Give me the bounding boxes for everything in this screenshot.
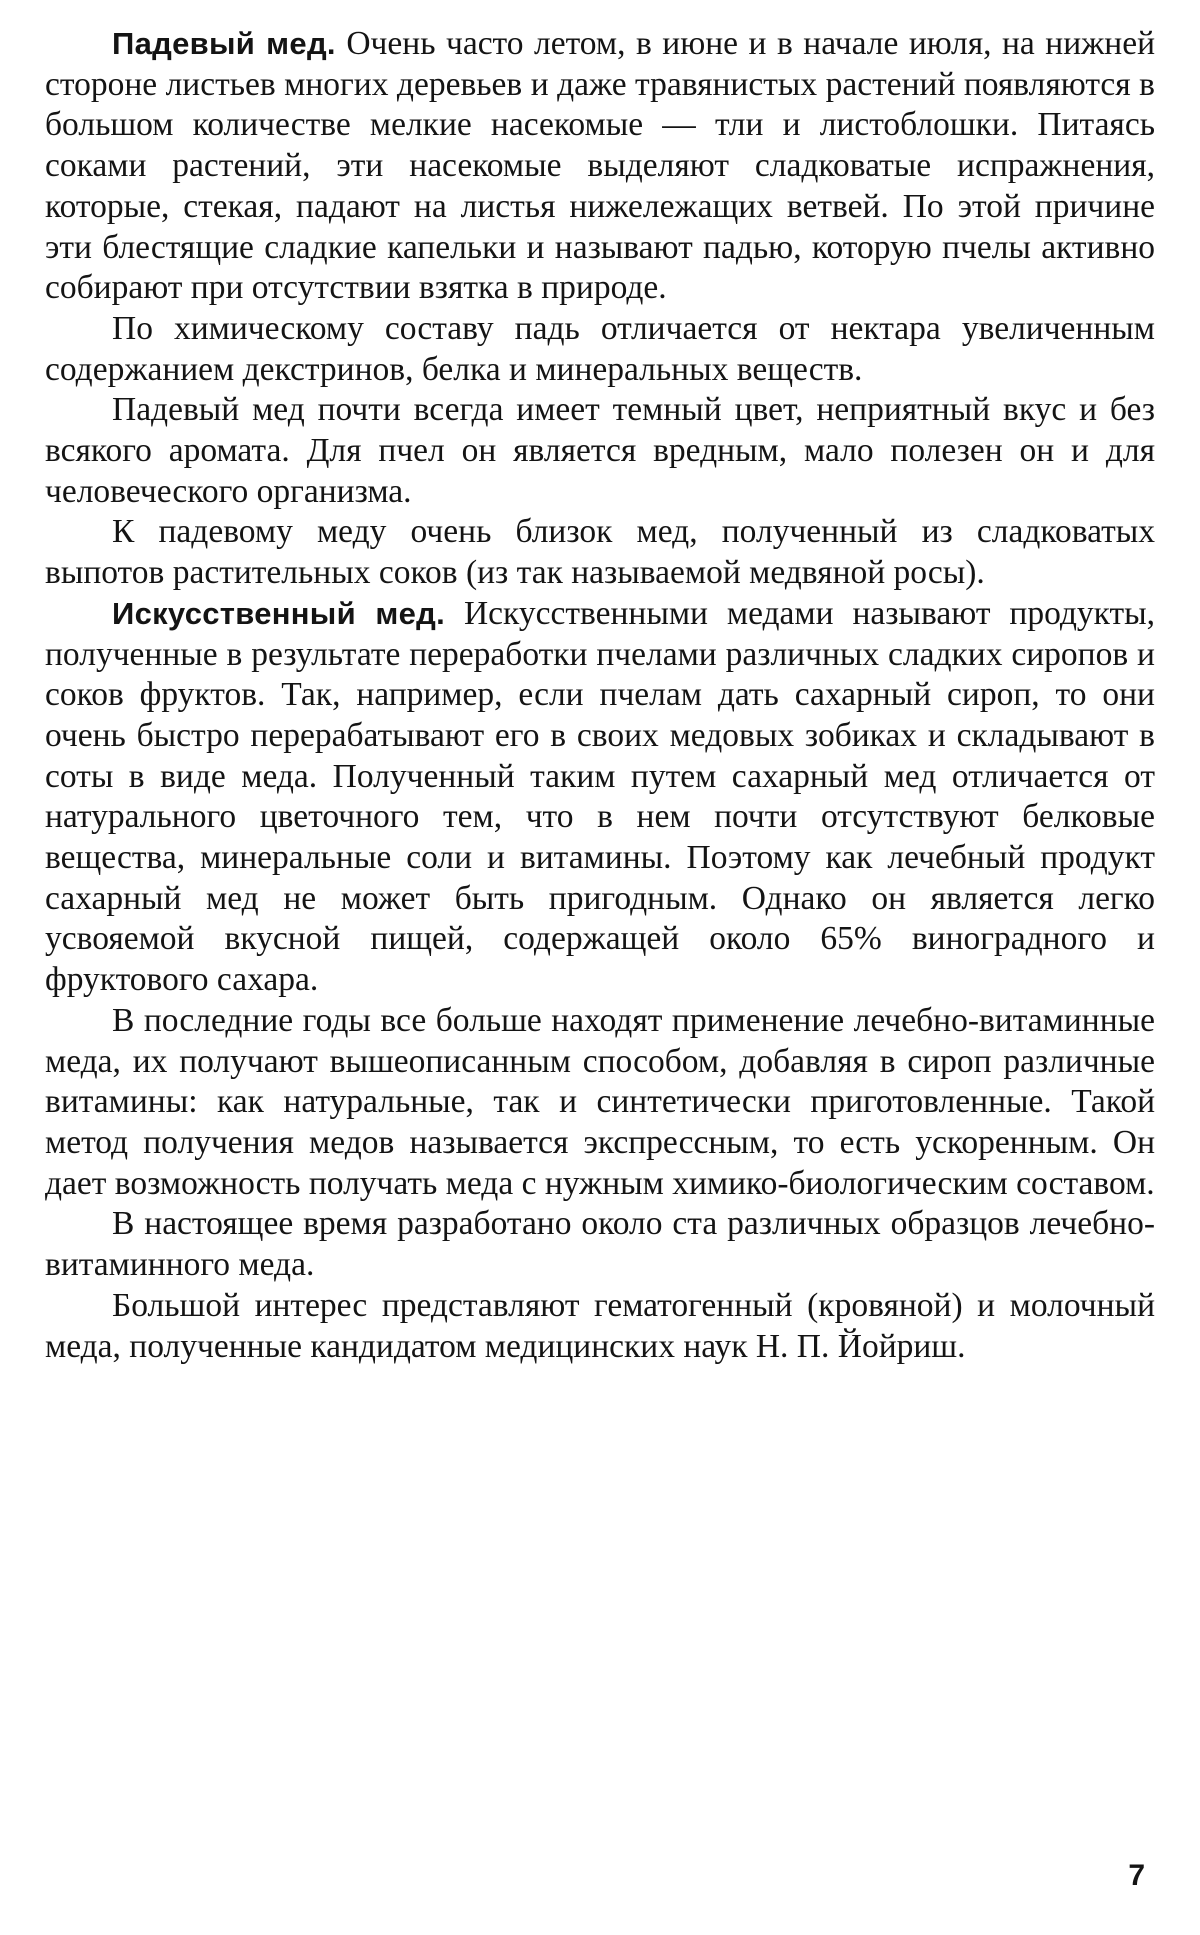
paragraph-artificial-honey (45, 594, 1155, 1001)
paragraph-sap-honey (45, 512, 1155, 593)
paragraph-honeydew-properties (45, 390, 1155, 512)
paragraph-hematogenic-honey (45, 1286, 1155, 1367)
page-number: 7 (1128, 1859, 1145, 1892)
run-in-heading-honeydew-honey: Падевый мед. (112, 26, 336, 61)
run-in-heading-artificial-honey: Искусственный мед. (112, 595, 446, 631)
paragraph-vitamin-honey (45, 1001, 1155, 1205)
paragraph-text: Искусственными медами называют продукты, полученные в результате переработки пчелами различных сладких сиропов и соков фруктов. Так, например, если пчелам дать сахарный сироп, то они очень быстро перерабатывают его в своих медовых зобиках и складывают в соты в виде меда. Полученный таким путем сахарный мед отличается от натурального цветочного тем, что в нем почти отсутствуют белковые вещества, минеральные соли и витамины. Поэтому как лечебный продукт сахарный мед не может быть пригодным. Однако он является легко усвояемой вкусной пищей, содержащей около 65% виноградного и фруктового сахара. (45, 594, 1155, 999)
paragraph-honeydew-composition (45, 309, 1155, 390)
paragraph-text: В последние годы все больше находят применение лечебно-витаминные меда, их получают вышеописанным способом, добавляя в сироп различные витамины: как натуральные, так и синтетически приготовленные. Такой метод получения медов называется экспрессным, то есть ускоренным. Он дает возможность получать меда с нужным химико-биологическим составом. (45, 1001, 1155, 1202)
paragraph-text: Большой интерес представляют гематогенный (кровяной) и молочный меда, полученные кандидатом медицинских наук Н. П. Йойриш. (45, 1286, 1155, 1365)
paragraph-text: Падевый мед почти всегда имеет темный цвет, неприятный вкус и без всякого аромата. Для пчел он является вредным, мало полезен он и для человеческого организма. (45, 391, 1155, 510)
paragraph-text: По химическому составу падь отличается от нектара увеличенным содержанием декстринов, белка и минеральных веществ. (45, 309, 1155, 388)
paragraph-samples (45, 1204, 1155, 1285)
paragraph-text: Очень часто летом, в июне и в начале июля, на нижней стороне листьев многих деревьев и даже травянистых растений появляются в большом количестве мелкие насекомые — тли и листоблошки. Питаясь соками растений, эти насекомые выделяют сладковатые испражнения, которые, стекая, падают на листья нижележащих ветвей. По этой причине эти блестящие сладкие капельки и называют падью, которую пчелы активно собирают при отсутствии взятка в природе. (45, 25, 1156, 307)
paragraph-text: В настоящее время разработано около ста различных образцов лечебно-витаминного меда. (45, 1205, 1155, 1284)
paragraph-text: К падевому меду очень близок мед, полученный из сладковатых выпотов растительных соков (из так называемой медвяной росы). (45, 513, 1155, 592)
paragraph-honeydew-honey (45, 24, 1155, 309)
page-body (45, 24, 1155, 1367)
